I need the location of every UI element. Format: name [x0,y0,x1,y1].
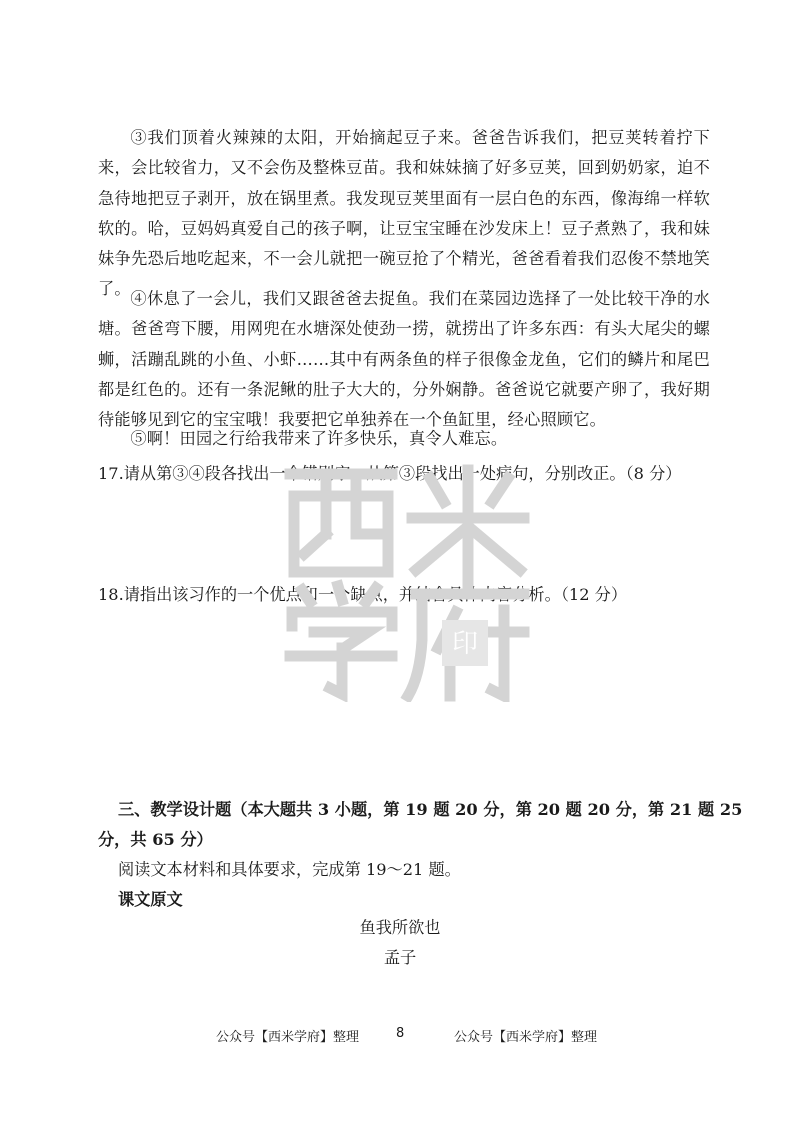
poem-title: 鱼我所欲也 [359,918,441,937]
paragraph-5: ⑤啊！田园之行给我带来了许多快乐，真令人难忘。 [130,429,508,448]
section-3-heading-line1: 三、教学设计题（本大题共 3 小题，第 19 题 20 分，第 20 题 20 分，第 21 题 25 [118,800,743,819]
section-3-heading-line2: 分，共 65 分） [98,830,213,849]
section-3-instruction: 阅读文本材料和具体要求，完成第 19～21 题。 [118,860,461,879]
watermark-seal: 印 [451,629,479,659]
watermark-logo [280,462,530,702]
paragraph-3: ③我们顶着火辣辣的太阳，开始摘起豆子来。爸爸告诉我们，把豆荚转着拧下来，会比较省力，又不会伤及整株豆苗。我和妹妹摘了好多豆荚，回到奶奶家，迫不急待地把豆子剥开，放在锅里煮。我发现豆荚里面有一层白色的东西，像海绵一样软软的。哈，豆妈妈真爱自己的孩子啊，让豆宝宝睡在沙发床上！豆子煮熟了，我和妹妹争先恐后地吃起来，不一会儿就把一碗豆抢了个精光，爸爸看着我们忍俊不禁地笑了。 [98,128,710,299]
footer-right: 公众号【西米学府】整理 [454,1030,598,1045]
text-label: 课文原文 [118,890,183,909]
paragraph-4: ④休息了一会儿，我们又跟爸爸去捉鱼。我们在菜园边选择了一处比较干净的水塘。爸爸弯下腰，用网兜在水塘深处使劲一捞，就捞出了许多东西：有头大尾尖的螺蛳，活蹦乱跳的小鱼、小虾……其中有两条鱼的样子很像金龙鱼，它们的鳞片和尾巴都是红色的。还有一条泥鳅的肚子大大的，分外娴静。爸爸说它就要产卵了，我好期待能够见到它的宝宝哦！我要把它单独养在一个鱼缸里，经心照顾它。 [98,289,710,430]
question-18: 18.请指出该习作的一个优点和一个缺点，并结合具体内容分析。（12 分） [98,585,628,604]
poem-author: 孟子 [383,948,417,967]
footer-left: 公众号【西米学府】整理 [216,1030,360,1045]
page-number: 8 [396,1026,405,1041]
question-17: 17.请从第③④段各找出一个错别字，从第③段找出一处病句，分别改正。（8 分） [98,464,682,483]
